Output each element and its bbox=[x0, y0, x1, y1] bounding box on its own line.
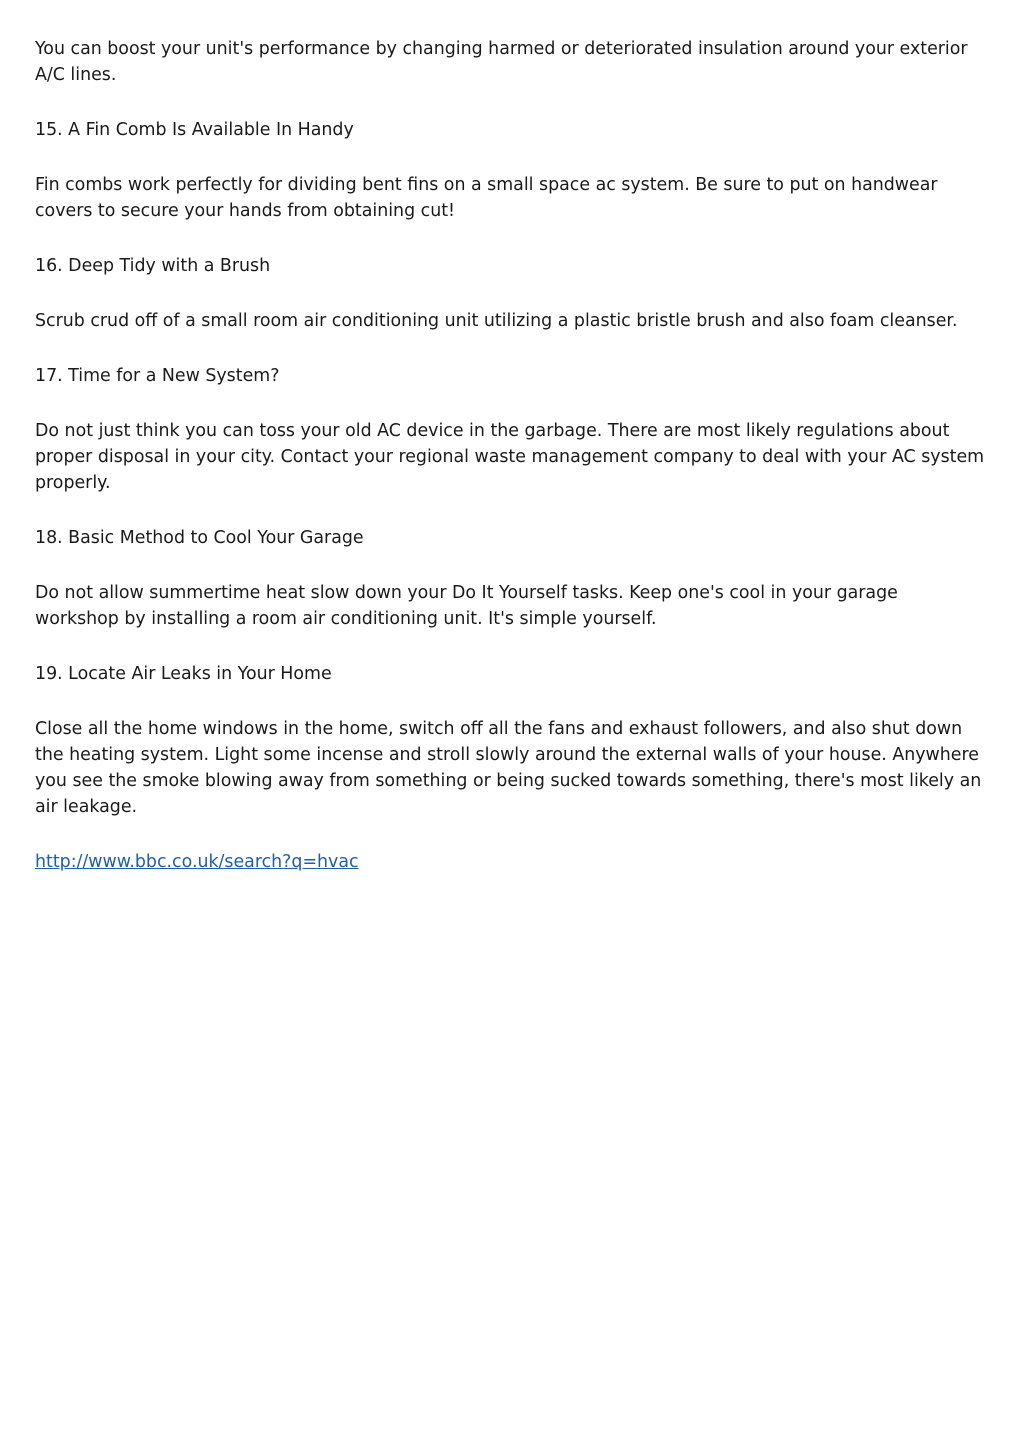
section-19-heading: 19. Locate Air Leaks in Your Home bbox=[35, 664, 332, 684]
bbc-search-link[interactable]: http://www.bbc.co.uk/search?q=hvac bbox=[35, 852, 359, 872]
section-16-body: Scrub crud off of a small room air conditioning unit utilizing a plastic bristle brush and also foam cleanser. bbox=[35, 311, 958, 331]
section-18-heading: 18. Basic Method to Cool Your Garage bbox=[35, 528, 364, 548]
section-19-body: Close all the home windows in the home, switch off all the fans and exhaust followers, and also shut down the heating system. Light some incense and stroll slowly around the external walls of your house. Anywhere you see the smoke blowing away from something or being sucked towards something, there's most likely an air leakage. bbox=[35, 719, 982, 817]
section-17-heading: 17. Time for a New System? bbox=[35, 366, 280, 386]
intro-paragraph: You can boost your unit's performance by changing harmed or deteriorated insulation around your exterior A/C lines. bbox=[35, 39, 968, 85]
section-17-body: Do not just think you can toss your old AC device in the garbage. There are most likely regulations about proper disposal in your city. Contact your regional waste management company to deal with your AC system properly. bbox=[35, 421, 985, 493]
section-15-heading: 15. A Fin Comb Is Available In Handy bbox=[35, 120, 354, 140]
document-page bbox=[35, 36, 985, 904]
section-15-body: Fin combs work perfectly for dividing bent fins on a small space ac system. Be sure to put on handwear covers to secure your hands from obtaining cut! bbox=[35, 175, 938, 221]
link-paragraph bbox=[35, 849, 985, 875]
section-16-heading: 16. Deep Tidy with a Brush bbox=[35, 256, 271, 276]
section-18-body: Do not allow summertime heat slow down your Do It Yourself tasks. Keep one's cool in your garage workshop by installing a room air conditioning unit. It's simple yourself. bbox=[35, 583, 898, 629]
